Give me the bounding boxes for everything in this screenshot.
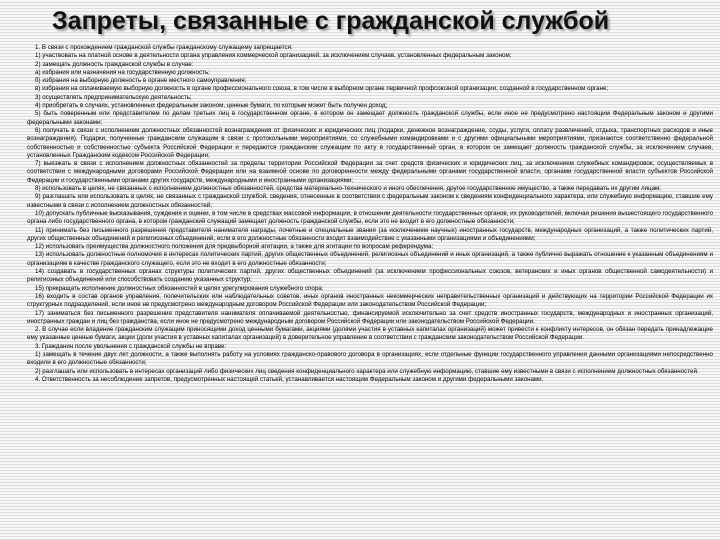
paragraph: 6) получать в связи с исполнением должностных обязанностей вознаграждения от физических и юридических лиц (подарки, денежное вознаграждение, ссуды, услуги, оплату развлечений, отдыха, транспортных расходов и иные вознаграждения). Подарки, полученные гражданским служащим в связи с протокольными мероприятиями, со служебными командировками и с другими официальными мероприятиями, признаются соответственно федеральной собственностью и собственностью субъекта Российской Федерации и передаются гражданским служащим по акту в государственный орган, в котором он замещает должность гражданской службы, за исключением случаев, установленных Гражданским кодексом Российской Федерации; [27,126,713,159]
paragraph: 3. Гражданин после увольнения с гражданской службы не вправе: [35,342,227,350]
paragraph: 2) замещать должность гражданской службы в случае: [35,60,194,68]
paragraph: 1. В связи с прохождением гражданской службы гражданскому служащему запрещается: [35,44,293,51]
paragraph: 7) выезжать в связи с исполнением должностных обязанностей за пределы территории Российской Федерации за счет средств физических и юридических лиц, за исключением служебных командировок, осуществляемых в соответствии с международными договорами Российской Федерации или на взаимной основе по договоренности между федеральными органами государственной власти, органами государственной власти субъектов Российской Федерации и государственными органами других государств, международными и иностранными организациями; [27,160,713,184]
paragraph: 12) использовать преимущества должностного положения для предвыборной агитации, а также для агитации по вопросам референдума; [35,243,434,251]
paragraph: 1) замещать в течение двух лет должности, а также выполнять работу на условиях гражданско-правового договора в организациях, если отдельные функции государственного управления данными организациями непосредственно входили в его должностные обязанности; [27,350,713,367]
paragraph: 11) принимать без письменного разрешения представителя нанимателя награды, почетные и специальные звания (за исключением научных) иностранных государств, международных организаций, а также политических партий, других общественных объединений и религиозных объединений, если в его должностные обязанности входит взаимодействие с указанными организациями и объединениями; [27,226,713,242]
body-text [27,44,713,384]
paragraph: 10) допускать публичные высказывания, суждения и оценки, в том числе в средствах массовой информации, в отношении деятельности государственных органов, их руководителей, включая решения вышестоящего государственного органа либо государственного органа, в котором гражданский служащий замещает должность гражданской службы, если это не входит в его должностные обязанности; [27,209,713,226]
paragraph: 4) приобретать в случаях, установленных федеральным законом, ценные бумаги, по которым может быть получен доход; [35,102,388,110]
paragraph: 2. В случае если владение гражданским служащим приносящими доход ценными бумагами, акциями (долями участия в уставных капиталах организаций) может привести к конфликту интересов, он обязан передать принадлежащие ему указанные ценные бумаги, акции (доли участия в уставных капиталах организаций) в доверительное управление в соответствии с гражданским законодательством Российской Федерации. [27,326,713,342]
paragraph: 15) прекращать исполнение должностных обязанностей в целях урегулирования служебного спора; [35,284,324,292]
paragraph: 16) входить в состав органов управления, попечительских или наблюдательных советов, иных органов иностранных некоммерческих неправительственных организаций и действующих на территории Российской Федерации их структурных подразделений, если иное не предусмотрено международным договором Российской Федерации или законодательством Российской Федерации; [27,292,713,309]
paragraph: б) избрания на выборную должность в органе местного самоуправления; [35,77,247,85]
slide-title: Запреты, связанные с гражданской службой [52,7,610,35]
paragraph: 8) использовать в целях, не связанных с исполнением должностных обязанностей, средства материально-технического и иного обеспечения, другое государственное имущество, а также передавать их другим лицам; [35,185,662,193]
paragraph: а) избрания или назначения на государственную должность; [35,68,210,76]
paragraph: 9) разглашать или использовать в целях, не связанных с гражданской службой, сведения, отнесенные в соответствии с федеральным законом к сведениям конфиденциального характера, или служебную информацию, ставшие ему известными в связи с исполнением должностных обязанностей; [27,193,713,209]
paragraph: 17) заниматься без письменного разрешения представителя нанимателя оплачиваемой деятельностью, финансируемой исключительно за счет средств иностранных государств, международных и иностранных организаций, иностранных граждан и лиц без гражданства, если иное не предусмотрено международным договором Российской Федерации или законодательством Российской Федерации. [27,309,713,325]
paragraph: 5) быть поверенным или представителем по делам третьих лиц в государственном органе, в котором он замещает должность гражданской службы, если иное не предусмотрено настоящим Федеральным законом и другими федеральными законами; [27,110,713,126]
paragraph: в) избрания на оплачиваемую выборную должность в органе профессионального союза, в том числе в выборном органе первичной профсоюзной организации, созданной в государственном органе; [35,85,609,93]
paragraph: 2) разглашать или использовать в интересах организаций либо физических лиц сведения конфиденциального характера или служебную информацию, ставшие ему известными в связи с исполнением должностных обязанностей. [35,367,699,375]
paragraph: 1) участвовать на платной основе в деятельности органа управления коммерческой организацией, за исключением случаев, установленных федеральным законом; [35,52,512,60]
paragraph: 13) использовать должностные полномочия в интересах политических партий, других общественных объединений, религиозных объединений и иных организаций, а также публично выражать отношение к указанным объединениям и организациям в качестве гражданского служащего, если это не входит в его должностные обязанности; [27,251,713,267]
paragraph: 14) создавать в государственных органах структуры политических партий, других общественных объединений (за исключением профессиональных союзов, ветеранских и иных органов общественной самодеятельности) и религиозных объединений или способствовать созданию указанных структур; [27,268,713,284]
paragraph: 3) осуществлять предпринимательскую деятельность; [35,93,192,101]
paragraph: 4. Ответственность за несоблюдение запретов, предусмотренных настоящей статьей, устанавливается настоящим Федеральным законом и другими федеральными законами. [35,375,544,383]
